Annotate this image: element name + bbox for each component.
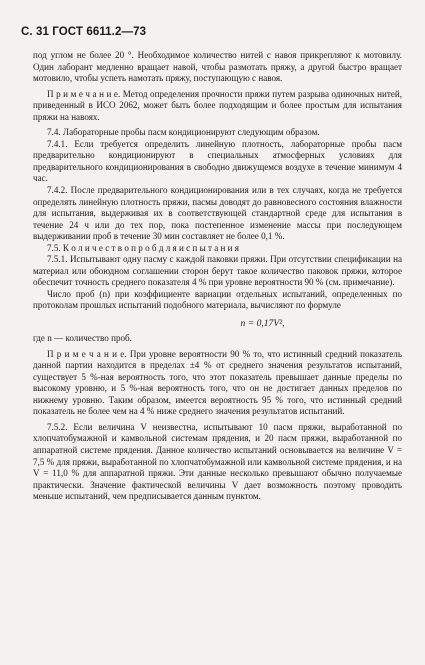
- clause-7-4-1: 7.4.1. Если требуется определить линейную плотность, лабораторные пробы пасм предварительно кондиционируют в специальных атмосферных условиях для предварительного кондиционирования в свободно движущемся воздухе в течение минимум 4 час.: [33, 138, 402, 184]
- note-2-text: При уровне вероятности 90 % то, что истинный средний показатель данной партии находится в пределах ±4 % от среднего значения результатов испытаний, существует 5 %-ная вероятность того, что этот показатель превышает данные пределы по высокому уровню, и 5 %-ная вероятность того, что он не достигает данных пределов по нижнему уровню. Таким образом, имеется вероятность 95 % того, что истинный средний показатель не более чем на 4 % ниже среднего значения результатов испытаний.: [33, 348, 402, 417]
- note-2-label: П р и м е ч а н и е.: [47, 348, 127, 359]
- clause-7-5-title: К о л и ч е с т в о п р о б д л я и с п ы т а н и я: [62, 242, 239, 253]
- note-2: [33, 349, 402, 418]
- note-1-text: Метод определения прочности пряжи путем разрыва одиночных нитей, приведенный в ИСО 2062, может быть более подходящим и более простым для испытания пряжи на навоях.: [33, 88, 402, 122]
- clause-7-5-1-formula-intro: Число проб (n) при коэффициенте вариации отдельных испытаний, определенных по протоколам прошлых испытаний подобного материала, вычисляют по формуле: [33, 288, 402, 311]
- clause-7-5-1: 7.5.1. Испытывают одну пасму с каждой паковки пряжи. При отсутствии спецификации на материал или обоюдном соглашении сторон берут такое количество паковок пряжи, которое обеспечит точность среднего показателя 4 % при уровне вероятности 90 % (см. примечание).: [33, 254, 402, 288]
- note-1-label: П р и м е ч а н и е.: [47, 88, 121, 99]
- formula: n = 0,17V²,: [240, 318, 285, 330]
- clause-7-5-heading: [33, 243, 402, 255]
- clause-7-4-2: 7.4.2. После предварительного кондиционирования или в тех случаях, когда не требуется определять линейную плотность пряжи, пасмы доводят до равновесного состояния влажности для испытания, выдерживая их в соответствующей стандартной среде для испытания в течение 24 ч или до тех пор, пока постепенное изменение массы при последующем выдерживании проб в течение 30 мин составляет не более 0,1 %.: [33, 185, 402, 242]
- note-1: [33, 89, 402, 124]
- page-header: С. 31 ГОСТ 6611.2—73: [21, 26, 147, 38]
- clause-7-4: 7.4. Лабораторные пробы пасм кондиционируют следующим образом.: [47, 127, 320, 138]
- formula-where: где n — количество проб.: [33, 333, 132, 344]
- clause-7-5-number: 7.5.: [47, 242, 61, 253]
- clause-7-5-2: 7.5.2. Если величина V неизвестна, испытывают 10 пасм пряжи, выработанной по хлопчатобумажной и камвольной системам прядения, и 20 пасм пряжи, выработанной по аппаратной системе прядения. Данное количество испытаний основывается на величине V = 7,5 % для пряжи, выработанной по хлопчатобумажной или камвольной системе прядения, и на V = 11,0 % для аппаратной пряжи. Эти данные несколько превышают обычно получаемые практически. Значение фактической величины V дает возможность поэтому проводить меньше испытаний, чем предписывается данным пунктом.: [33, 421, 402, 502]
- paragraph-continuation: под углом не более 20 °. Необходимое количество нитей с навоя прикрепляют к мотовилу. Один лаборант медленно вращает навой, чтобы размотать пряжу, а другой быстро вращает мотовило, чтобы успеть намотать пряжу, поступающую с навоя.: [33, 50, 402, 84]
